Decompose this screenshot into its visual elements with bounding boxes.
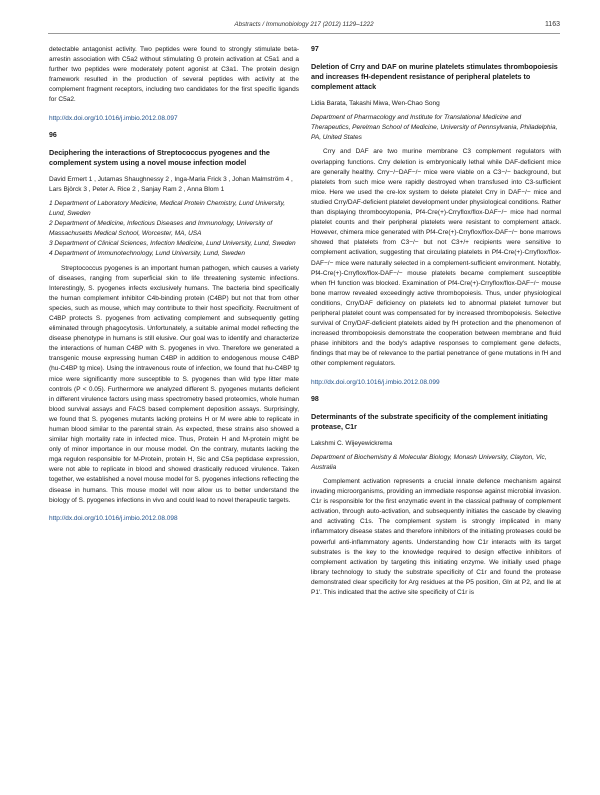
abstract-number-96: 96 [49,131,57,139]
left-column [49,45,299,531]
affiliation-4: 4 Department of Immunotechnology, Lund University, Lund, Sweden [49,250,245,258]
page-header [48,21,560,33]
abstract-title-97: Deletion of Crry and DAF on murine platelets stimulates thrombopoiesis and increases fH-dependent resistance of peripheral platelets to complement attack [311,62,558,92]
abstract-number-97: 97 [311,46,319,53]
abstract-body-96: Streptococcus pyogenes is an important human pathogen, which causes a variety of diseases, ranging from superficial skin to life threatening systemic infections. Interestingly, S. pyogenes infects exclusively humans. The bacteria bind specifically the human complement inhibitor C4b-binding protein (C4BP) but not that from other species, such as mouse, which may contribute to their host specificity. Recruitment of C4BP protects S. pyogenes from activating complement and subsequently getting eliminated through phagocytosis. Unfortunately, a suitable animal model reflecting the disease phenotype in humans is still elusive. Our goal was to identify and characterize the interactions of human C4BP with S. pyogenes in vivo. Therefore we generated a transgenic mouse expressing human C4BP in addition to endogenous mouse C4BP (hu-C4BP tg mice). Using the intravenous route of infection, we found that hu-C4BP tg mice were significantly more susceptible to S. pyogenes than wild type litter mate controls (P < 0.05). Furthermore we analyzed different S. pyogenes mutants deficient in different virulence factors using mass spectrometry based proteomics, whole human blood survival assays and FACS based complement deposition assays. Surprisingly, we found that S. pyogenes mutants lacking proteins H or M were able to replicate in human blood similar to the parental strain. As expected, these strains also showed a similar high mortality rate in infected mice. Thus, Protein H and M-protein might be only of minor importance in our mouse model. On the contrary, mutants lacking the mga regulon responsible for M-Protein, protein H, Sic and C5a peptidase expression, were not able to replicate in blood and showed drastically reduced virulence. Taken together, we established a novel mouse model for S. pyogenes infections reflecting the disease in humans. This mouse model will now allow us to better understand the biology of S. pyogenes infections in vivo and could lead to novel therapeutic targets. [49,264,299,504]
abstract-body-98: Complement activation represents a crucial innate defence mechanism against invading microorganisms, providing an immediate response against microbial invasion. C1r is responsible for the first enzymatic event in the classical pathway of complement activation, through auto-activation, and subsequently initiates the cascade by cleaving and activating C1s. The complement system is strongly implicated in many inflammatory disease states and therefore inhibitors of the initiating proteases could be powerful anti-inflammatory agents. Understanding how C1r interacts with its target substrates is the key to the knowledge required to design effective inhibitors of complement activation by targeting this initiating enzyme. We initially used phage library technology to study the substrate specificity of C1r and found the protease demonstrated clear specificity for Arg residues at the P5 position, Gln at P2, and Ile at P1′. This indicated that the active site specificity of C1r is [311,478,561,597]
abstract-title-98: Determinants of the substrate specificity of the complement initiating protease, C1r [311,411,548,431]
abstract-authors-97: Lidia Barata, Takashi Miwa, Wen-Chao Song [311,100,440,108]
affiliation-1: 1 Department of Laboratory Medicine, Medical Protein Chemistry, Lund University, Lund, Sweden [49,199,286,218]
affiliation-2: 2 Department of Medicine, Infectious Diseases and Immunology, University of Massachusetts Medical School, Worcester, MA, USA [49,220,273,238]
abstract-body-97: Crry and DAF are two murine membrane C3 complement regulators with overlapping functions. Crry deletion is embryonically lethal while DAF-deficient mice are generally healthy. Crry−/−DAF−/− mice were viable on a C3−/− background, but platelets from such mice were rapidly destroyed when transfused into C3-sufficient mice. Here we used the cre-lox system to delete platelet Crry in DAF−/− mice and studied Crry/DAF-deficient platelet development under physiological conditions. Rather than displaying thrombocytopenia, Pf4-Cre(+)-Crryflox/flox-DAF−/− mice had normal platelet counts and their peripheral platelets were resistant to complement attack. However, chimera mice generated with Pf4-Cre(+)-Crryflox/flox-DAF−/− bone marrows showed that platelets from C3−/− but not C3+/+ recipients were sensitive to complement activation, suggesting that circulating platelets in Pf4-Cre(+)-Crryflox/flox-DAF−/− mice were naturally selected in a complement-sufficient environment. Notably, Pf4-Cre(+)-Crryflox/flox-DAF−/− mouse platelets became complement susceptible when fH function was blocked. Examination of Pf4-Cre(+)-Crryflox/flox-DAF−/− mouse bone marrow revealed exceedingly active thrombopoiesis. Thus, under physiological conditions, Crry/DAF deficiency on platelets led to abnormal platelet turnover but peripheral platelet count was compensated for by increased thrombopoiesis. Selective survival of Crry/DAF-deficient platelets aided by fH protection and the phenomenon of increased thrombopoiesis demonstrate the cooperation between membrane and fluid phase inhibitors and the body's adaptive responses to complement gene defects, findings that may be of relevance to the partial penetrance of gene mutations in fH and other complement regulators. [311,148,561,368]
abstract-number-98: 98 [311,395,319,403]
page-number: 1163 [544,21,560,28]
header-divider [48,33,560,34]
doi-link-98[interactable]: http://dx.doi.org/10.1016/j.imbio.2012.08.098 [49,514,178,522]
right-column [311,45,561,606]
affiliation-3: 3 Department of Clinical Sciences, Infection Medicine, Lund University, Lund, Sweden [49,240,296,248]
affiliation-98: Department of Biochemistry & Molecular Biology, Monash University, Clayton, Vic, Australia [311,453,547,471]
doi-link-97[interactable]: http://dx.doi.org/10.1016/j.imbio.2012.08.097 [49,114,178,122]
abstract-95-continuation: detectable antagonist activity. Two peptides were found to strongly stimulate beta-arrestin association with C5a2 without stimulating G protein activation at C5a1 and a further two peptides were moderately potent agonist at C3a1. The protein design framework resulted in the production of several peptides with activity at the complement fragment receptors, including two candidates for the first specific ligands for C5a2. [49,46,299,104]
abstract-authors-98: Lakshmi C. Wijeyewickrema [311,439,393,447]
abstract-authors-96: David Ermert 1 , Jutamas Shaughnessy 2 , Inga-Maria Frick 3 , Johan Malmström 4 , Lars Björck 3 , Peter A. Rice 2 , Sanjay Ram 2 , Anna Blom 1 [49,175,293,193]
abstract-title-96: Deciphering the interactions of Streptococcus pyogenes and the complement system using a novel mouse infection model [49,147,270,167]
doi-link-99[interactable]: http://dx.doi.org/10.1016/j.imbio.2012.08.099 [311,378,440,386]
journal-citation: Abstracts / Immunobiology 217 (2012) 1129–1222 [234,21,374,28]
affiliation-97: Department of Pharmacology and Institute for Translational Medicine and Therapeutics, Perelman School of Medicine, University of Pennsylvania, Philadelphia, PA, United States [311,114,558,142]
